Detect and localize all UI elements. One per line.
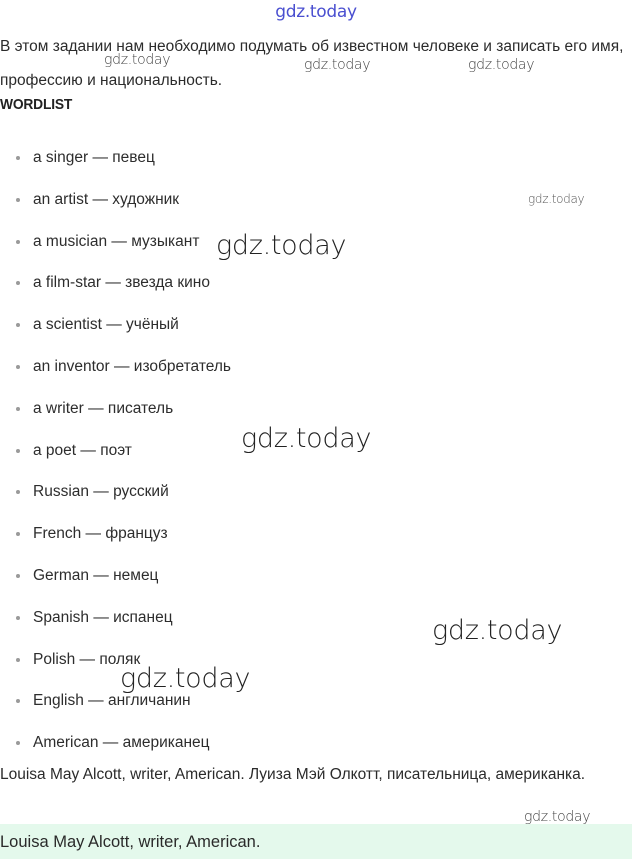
list-item (0, 555, 231, 597)
watermark: gdz.today (104, 52, 171, 68)
list-item (0, 262, 231, 304)
watermark: gdz.today (120, 663, 251, 694)
watermark: gdz.today (432, 615, 563, 646)
word-translation: a poet — поэт (33, 441, 132, 459)
word-translation: German — немец (33, 566, 159, 584)
watermark: gdz.today (524, 809, 591, 825)
bullet-icon (16, 365, 20, 369)
list-item (0, 304, 231, 346)
watermark: gdz.today (468, 57, 535, 73)
list-item (0, 346, 231, 388)
word-translation: an inventor — изобретатель (33, 357, 231, 375)
watermark: gdz.today (241, 423, 372, 454)
word-translation: a scientist — учёный (33, 316, 179, 334)
list-item (0, 137, 231, 179)
list-item (0, 179, 231, 221)
bullet-icon (16, 198, 20, 202)
answer-text: Louisa May Alcott, writer, American. Луиза Мэй Олкотт, писательница, американка. (0, 766, 586, 783)
bullet-icon (16, 741, 20, 745)
bullet-icon (16, 574, 20, 578)
wordlist-heading: WORDLIST (0, 96, 73, 113)
list-item (0, 430, 231, 472)
word-translation: American — американец (33, 734, 210, 752)
bullet-icon (16, 407, 20, 411)
bullet-icon (16, 240, 20, 244)
bullet-icon (16, 699, 20, 703)
word-translation: English — англичанин (33, 692, 191, 710)
word-translation: French — француз (33, 525, 168, 543)
bullet-icon (16, 658, 20, 662)
bullet-icon (16, 323, 20, 327)
watermark: gdz.today (216, 230, 347, 261)
word-translation: Russian — русский (33, 483, 169, 501)
bullet-icon (16, 449, 20, 453)
word-translation: a musician — музыкант (33, 232, 200, 250)
site-logo[interactable]: gdz.today (275, 2, 357, 22)
word-translation: a writer — писатель (33, 399, 174, 417)
bullet-icon (16, 532, 20, 536)
list-item (0, 513, 231, 555)
word-translation: Polish — поляк (33, 650, 141, 668)
watermark: gdz.today (528, 192, 585, 206)
word-translation: a singer — певец (33, 149, 155, 166)
bullet-icon (16, 490, 20, 494)
word-translation: a film-star — звезда кино (33, 274, 210, 292)
word-translation: Spanish — испанец (33, 608, 173, 626)
list-item (0, 221, 231, 263)
bullet-icon (16, 156, 20, 160)
task-intro: В этом задании нам необходимо подумать об известном человеке и записать его имя, профессию и национальность. (0, 38, 624, 89)
bullet-icon (16, 616, 20, 620)
word-translation: an artist — художник (33, 190, 180, 208)
list-item (0, 471, 231, 513)
answer-highlight: Louisa May Alcott, writer, American. (0, 824, 632, 859)
list-item (0, 597, 231, 639)
list-item (0, 388, 231, 430)
watermark: gdz.today (304, 57, 371, 73)
bullet-icon (16, 281, 20, 285)
